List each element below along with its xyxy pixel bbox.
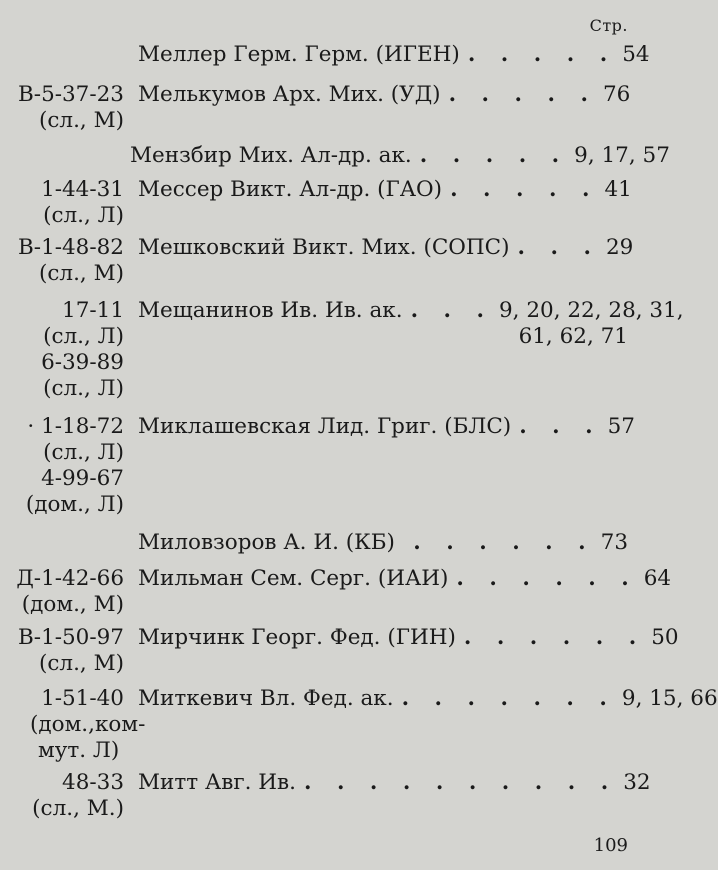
entry-name: Меллер Герм. Герм. (ИГЕН) — [138, 42, 460, 67]
leader-dots: . . . . . — [450, 177, 599, 202]
entry-pages: 64 — [643, 566, 672, 591]
entry-pages: 32 — [623, 770, 651, 795]
entry-line — [138, 177, 632, 203]
phone-line: (сл., Л) — [43, 440, 124, 465]
entry-phone — [0, 770, 124, 822]
entry-name: Миловзоров А. И. (КБ) — [138, 530, 395, 555]
leader-dots: . . . . . . . . . . — [303, 770, 618, 795]
entry-pages-continued: 61, 62, 71 — [518, 324, 628, 349]
phone-line: 4-99-67 — [41, 466, 124, 491]
leader-dots: . . . . . — [448, 82, 597, 107]
entry-phone — [0, 414, 124, 518]
entry-pages: 50 — [651, 625, 679, 650]
page-column-header: Стр. — [589, 16, 628, 35]
phone-line: В-1-50-97 — [18, 625, 124, 650]
leader-dots: . . . . . . — [413, 530, 595, 555]
entry-pages: 73 — [600, 530, 628, 555]
entry-phone — [0, 82, 124, 134]
entry-line — [138, 625, 679, 651]
leader-dots: . . . — [410, 298, 493, 323]
entry-phone — [0, 177, 124, 229]
entry-pages: 54 — [622, 42, 650, 67]
phone-line: 1-44-31 — [41, 177, 124, 202]
phone-line: (дом., Л) — [25, 492, 124, 517]
entry-phone — [0, 566, 124, 618]
entry-name: Мешковский Викт. Мих. (СОПС) — [138, 235, 510, 260]
phone-line: (сл., М) — [39, 261, 124, 286]
phone-line: (дом., М) — [21, 592, 124, 617]
phone-line: (сл., Л) — [43, 203, 124, 228]
entry-name: Мирчинк Георг. Фед. (ГИН) — [138, 625, 456, 650]
entry-pages: 57 — [607, 414, 635, 439]
entry-pages: 9, 17, 57 — [574, 143, 670, 168]
leader-dots: . . . . . — [419, 143, 569, 168]
leader-dots: . . . . . — [467, 42, 617, 67]
phone-line: (сл., М) — [39, 108, 124, 133]
entry-phone — [0, 235, 124, 287]
phone-line: (сл., М) — [39, 651, 124, 676]
page-number: 109 — [593, 835, 628, 856]
entry-name: Миклашевская Лид. Григ. (БЛС) — [138, 414, 512, 439]
phone-line: (дом.,ком- — [30, 712, 146, 737]
entry-phone — [30, 686, 146, 764]
phone-line: · 1-18-72 — [27, 414, 124, 439]
phone-line: 1-51-40 — [41, 686, 124, 711]
entry-pages: 9, 15, 66 — [621, 686, 718, 711]
leader-dots: . . . — [519, 414, 602, 439]
phone-line: (сл., Л) — [43, 324, 124, 349]
entry-line — [138, 414, 635, 440]
entry-line — [138, 566, 672, 592]
leader-dots: . . . — [517, 235, 600, 260]
entry-phone — [0, 625, 124, 677]
phone-line: В-1-48-82 — [18, 235, 124, 260]
leader-dots: . . . . . . — [456, 566, 638, 591]
phone-line: мут. Л) — [38, 738, 120, 763]
entry-line — [138, 82, 631, 108]
entry-line — [138, 770, 651, 796]
entry-name: Мильман Сем. Серг. (ИАИ) — [138, 566, 449, 591]
entry-name: Миткевич Вл. Фед. ак. — [138, 686, 394, 711]
entry-line — [138, 235, 634, 261]
leader-dots: . . . . . . . — [401, 686, 616, 711]
entry-line — [138, 42, 650, 68]
entry-name: Мессер Викт. Ал-др. (ГАО) — [138, 177, 443, 202]
entry-name: Мензбир Мих. Ал-др. ак. — [130, 143, 412, 168]
entry-pages: 9, 20, 22, 28, 31, — [499, 298, 684, 323]
entry-phone — [0, 298, 124, 402]
entry-line — [138, 298, 684, 324]
leader-dots: . . . . . . — [463, 625, 646, 650]
entry-name: Мелькумов Арх. Мих. (УД) — [138, 82, 441, 107]
entry-line — [138, 686, 718, 712]
phone-line: (сл., М.) — [32, 796, 124, 821]
entry-pages: 41 — [604, 177, 632, 202]
entry-pages: 76 — [602, 82, 631, 107]
entry-name: Мещанинов Ив. Ив. ак. — [138, 298, 403, 323]
phone-line: 6-39-89 — [41, 350, 124, 375]
phone-line: Д-1-42-66 — [16, 566, 124, 591]
phone-line: 48-33 — [62, 770, 124, 795]
entry-name: Митт Авг. Ив. — [138, 770, 296, 795]
entry-pages: 29 — [605, 235, 634, 260]
entry-line — [138, 530, 628, 556]
phone-line: В-5-37-23 — [18, 82, 124, 107]
phone-line: (сл., Л) — [43, 376, 124, 401]
phone-line: 17-11 — [62, 298, 124, 323]
entry-line — [130, 143, 670, 169]
